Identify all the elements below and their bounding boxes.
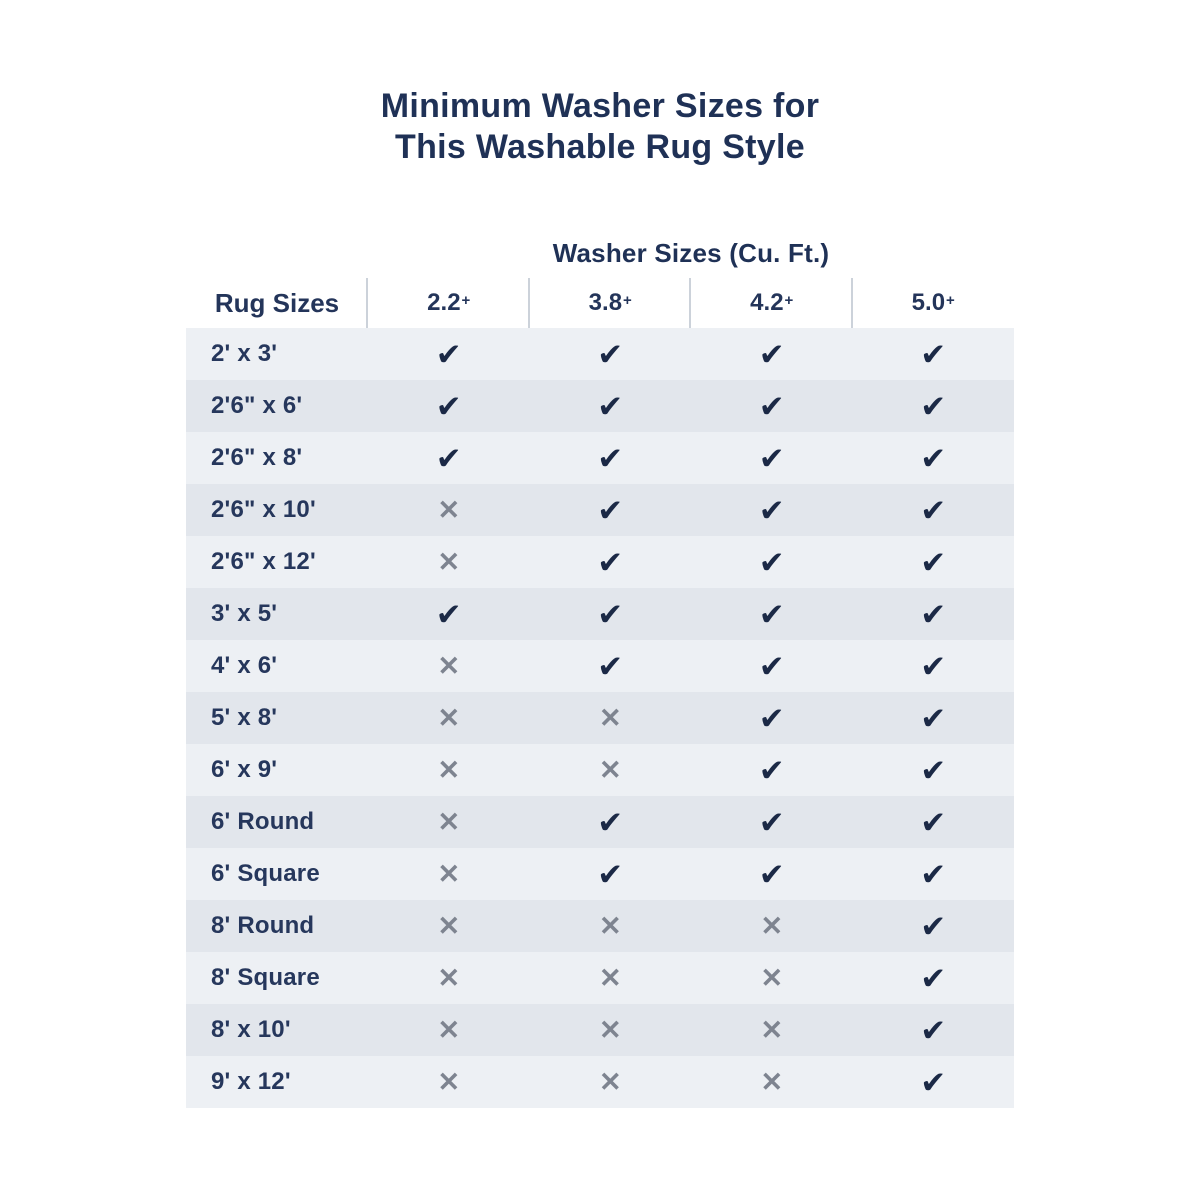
washer-size-header (368, 289, 530, 317)
rug-size-label: 6' x 9' (211, 756, 278, 783)
page-title-line1: Minimum Washer Sizes for (380, 87, 820, 125)
check-icon: ✔ (758, 440, 785, 476)
rug-size-label: 4' x 6' (211, 652, 278, 679)
washer-size-value: 3.8 (588, 289, 623, 316)
check-icon: ✔ (920, 1012, 947, 1048)
table-row (186, 536, 1014, 588)
plus-suffix: + (946, 292, 955, 309)
table-row (186, 380, 1014, 432)
check-icon: ✔ (920, 336, 947, 372)
check-icon: ✔ (920, 544, 947, 580)
rug-size-label: 2'6" x 12' (211, 548, 316, 575)
check-icon: ✔ (920, 856, 947, 892)
plus-suffix: + (461, 292, 471, 309)
rug-sizes-header: Rug Sizes (214, 287, 340, 318)
cross-icon: ✕ (437, 494, 461, 525)
rug-size-label: 8' Round (211, 912, 315, 939)
table-row (186, 1004, 1014, 1056)
washer-size-value: 4.2 (750, 289, 784, 316)
page-title-line2: This Washable Rug Style (395, 128, 805, 166)
check-icon: ✔ (435, 388, 462, 424)
cross-icon: ✕ (437, 858, 461, 889)
table-row (186, 744, 1014, 796)
cross-icon: ✕ (437, 962, 461, 993)
washer-sizes-group-header: Washer Sizes (Cu. Ft.) (552, 238, 830, 268)
table-row (186, 692, 1014, 744)
washer-size-value: 5.0 (911, 289, 946, 316)
washer-grid (186, 278, 1014, 1108)
cross-icon: ✕ (598, 910, 622, 941)
cross-icon: ✕ (598, 754, 622, 785)
washer-size-value: 2.2 (427, 289, 461, 316)
check-icon: ✔ (597, 648, 624, 684)
check-icon: ✔ (920, 440, 947, 476)
cross-icon: ✕ (760, 962, 784, 993)
table-row (186, 588, 1014, 640)
rug-size-label: 6' Square (211, 860, 320, 887)
cross-icon: ✕ (437, 546, 461, 577)
rug-size-label: 2' x 3' (211, 340, 278, 367)
cross-icon: ✕ (598, 962, 622, 993)
check-icon: ✔ (758, 388, 785, 424)
table-row (186, 796, 1014, 848)
cross-icon: ✕ (760, 910, 784, 941)
check-icon: ✔ (435, 336, 462, 372)
check-icon: ✔ (597, 440, 624, 476)
table-row (186, 900, 1014, 952)
rug-size-label: 6' Round (211, 808, 315, 835)
table-row (186, 432, 1014, 484)
check-icon: ✔ (435, 440, 462, 476)
cross-icon: ✕ (437, 1014, 461, 1045)
rug-size-label: 5' x 8' (211, 704, 278, 731)
page-title (0, 86, 1200, 168)
header-row (186, 278, 1014, 328)
cross-icon: ✕ (437, 702, 461, 733)
rug-size-label: 8' x 10' (211, 1016, 291, 1043)
cross-icon: ✕ (437, 754, 461, 785)
check-icon: ✔ (920, 752, 947, 788)
check-icon: ✔ (758, 804, 785, 840)
check-icon: ✔ (758, 492, 785, 528)
check-icon: ✔ (758, 752, 785, 788)
cross-icon: ✕ (437, 806, 461, 837)
check-icon: ✔ (920, 492, 947, 528)
check-icon: ✔ (758, 700, 785, 736)
check-icon: ✔ (597, 544, 624, 580)
rug-size-label: 2'6" x 10' (211, 496, 316, 523)
check-icon: ✔ (435, 596, 462, 632)
cross-icon: ✕ (437, 1066, 461, 1097)
check-icon: ✔ (920, 700, 947, 736)
check-icon: ✔ (920, 960, 947, 996)
check-icon: ✔ (597, 804, 624, 840)
table-row (186, 1056, 1014, 1108)
check-icon: ✔ (920, 596, 947, 632)
rug-size-label: 9' x 12' (211, 1068, 291, 1095)
washer-size-header (853, 289, 1015, 317)
cross-icon: ✕ (437, 650, 461, 681)
check-icon: ✔ (758, 648, 785, 684)
check-icon: ✔ (597, 856, 624, 892)
rug-size-rows (186, 328, 1014, 1108)
washer-size-header (691, 289, 853, 317)
plus-suffix: + (623, 292, 632, 309)
check-icon: ✔ (597, 336, 624, 372)
check-icon: ✔ (920, 648, 947, 684)
washer-size-table (186, 238, 1014, 1108)
rug-size-label: 8' Square (211, 964, 320, 991)
check-icon: ✔ (920, 1064, 947, 1100)
cross-icon: ✕ (598, 1014, 622, 1045)
rug-size-label: 2'6" x 6' (211, 392, 303, 419)
table-row (186, 484, 1014, 536)
check-icon: ✔ (758, 544, 785, 580)
check-icon: ✔ (920, 388, 947, 424)
cross-icon: ✕ (760, 1014, 784, 1045)
rug-size-label: 2'6" x 8' (211, 444, 303, 471)
check-icon: ✔ (597, 492, 624, 528)
rug-size-label: 3' x 5' (211, 600, 278, 627)
check-icon: ✔ (920, 908, 947, 944)
cross-icon: ✕ (598, 702, 622, 733)
group-header-band (186, 238, 1014, 269)
table-row (186, 640, 1014, 692)
plus-suffix: + (784, 292, 794, 309)
check-icon: ✔ (758, 856, 785, 892)
check-icon: ✔ (920, 804, 947, 840)
table-row (186, 848, 1014, 900)
cross-icon: ✕ (598, 1066, 622, 1097)
washer-size-header (530, 289, 692, 317)
table-row (186, 328, 1014, 380)
cross-icon: ✕ (437, 910, 461, 941)
check-icon: ✔ (597, 388, 624, 424)
check-icon: ✔ (597, 596, 624, 632)
table-row (186, 952, 1014, 1004)
check-icon: ✔ (758, 596, 785, 632)
cross-icon: ✕ (760, 1066, 784, 1097)
check-icon: ✔ (758, 336, 785, 372)
